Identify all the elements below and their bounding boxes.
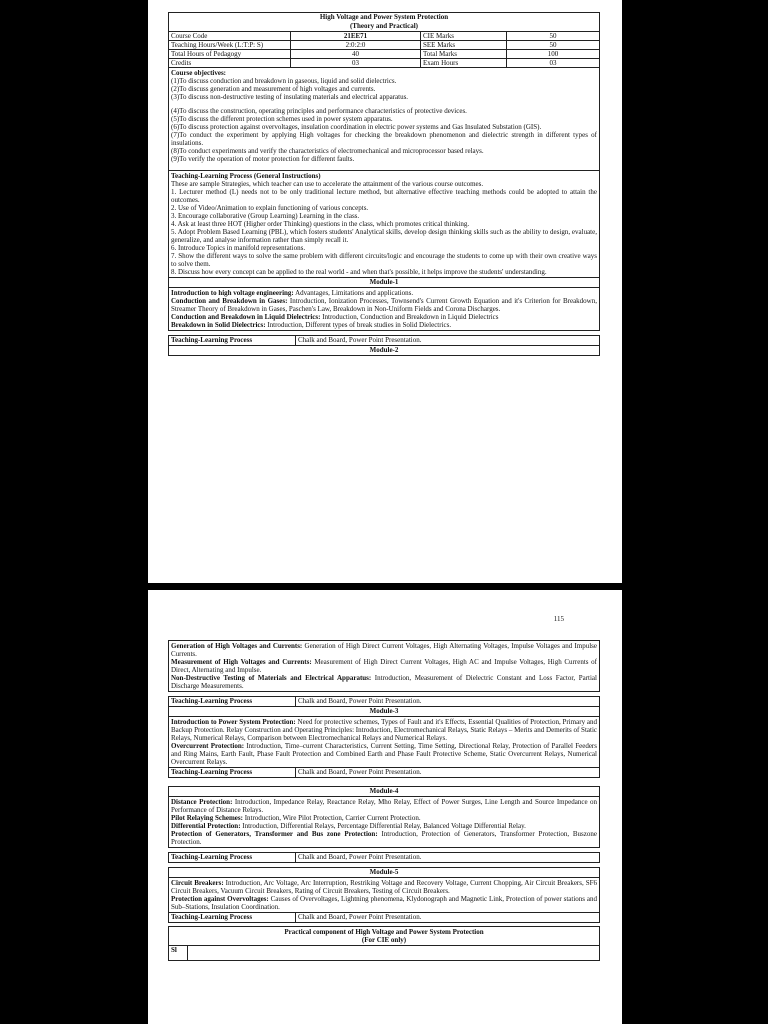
topic-paragraph: Conduction and Breakdown in Gases: Introduction, Ionization Processes, Townsend's Current Growth Equation and it's Criterion for Breakdown, Streamer Theory of Breakdown in Gases, Paschen's Law, Breakdown in Non-Uniform Fields and Corona Discharges. <box>171 297 597 313</box>
course-title: High Voltage and Power System Protection <box>319 13 449 21</box>
info-row: Course Code 21EE71 CIE Marks 50 <box>169 32 600 41</box>
topic-paragraph: Differential Protection: Introduction, Differential Relays, Percentage Differential Relay, Balanced Voltage Differential Relay. <box>171 822 526 830</box>
teaching-learning-process-row: Teaching-Learning Process Chalk and Board, Power Point Presentation. <box>168 768 600 778</box>
objective-item: (5)To discuss the different protection schemes used in power system apparatus. <box>171 115 393 123</box>
tlp-item: These are sample Strategies, which teacher can use to accelerate the attainment of the various course outcomes. <box>171 180 484 188</box>
info-row: Teaching Hours/Week (L:T:P: S) 2:0:2:0 SEE Marks 50 <box>169 41 600 50</box>
teaching-learning-process-row: Teaching-Learning Process Chalk and Board, Power Point Presentation. <box>168 913 600 923</box>
course-frame-continued <box>168 640 600 961</box>
tlp-item: 5. Adopt Problem Based Learning (PBL), which fosters students' Analytical skills, develop design thinking skills such as the ability to design, evaluate, generalize, and analyse information rather than simply recall it. <box>171 228 597 244</box>
topic-paragraph: Measurement of High Voltages and Currents: Measurement of High Direct Current Voltages, High AC and Impulse Voltages, High Currents of Direct, Alternating and Impulse. <box>171 658 597 674</box>
course-subtitle: (Theory and Practical) <box>349 22 419 30</box>
topic-paragraph: Conduction and Breakdown in Liquid Dielectrics: Introduction, Conduction and Breakdown in Liquid Dielectrics <box>171 313 499 321</box>
info-row: Total Hours of Pedagogy 40 Total Marks 100 <box>169 50 600 59</box>
topic-paragraph: Circuit Breakers: Introduction, Arc Voltage, Arc Interruption, Restriking Voltage and Recovery Voltage, Current Chopping, Air Circuit Breakers, SF6 Circuit Breakers, Vacuum Circuit Breakers, Rating of Circuit Breakers, Testing of Circuit Breakers. <box>171 879 597 895</box>
teaching-learning-process-row: Teaching-Learning Process Chalk and Board, Power Point Presentation. <box>168 696 600 707</box>
objective-item: (4)To discuss the construction, operating principles and performance characteristics of protective devices. <box>171 107 467 115</box>
objective-item: (9)To verify the operation of motor protection for different faults. <box>171 155 355 163</box>
topic-paragraph: Breakdown in Solid Dielectrics: Introduction, Different types of break studies in Solid Dielectrics. <box>171 321 452 329</box>
objective-item: (1)To discuss conduction and breakdown in gaseous, liquid and solid dielectrics. <box>171 77 397 85</box>
topic-paragraph: Non-Destructive Testing of Materials and Electrical Apparatus: Introduction, Measurement of Dielectric Constant and Loss Factor, Partial Discharge Measurements. <box>171 674 597 690</box>
topic-paragraph: Protection against Overvoltages: Causes of Overvoltages, Lightning phenomena, Klydonograph and Magnetic Link, Protection of power stations and Sub–Stations, Insulation Coordination. <box>171 895 597 911</box>
document-page-1 <box>148 0 622 583</box>
tlp-item: 1. Lecturer method (L) needs not to be only traditional lecture method, but alternative effective teaching methods could be adopted to attain the outcomes. <box>171 188 597 204</box>
tlp-heading: Teaching-Learning Process (General Instructions) <box>171 172 321 180</box>
tlp-item: 4. Ask at least three HOT (Higher order Thinking) questions in the class, which promotes critical thinking. <box>171 220 470 228</box>
objective-item: (8)To conduct experiments and verify the characteristics of electromechanical and microprocessor based relays. <box>171 147 484 155</box>
topic-paragraph: Introduction to Power System Protection: Need for protective schemes, Types of Fault and it's Effects, Essential Qualities of Protection, Primary and Backup Protection. Relay Construction and Operating Principles: Introduction, Electromechanical Relays, Static Relays – Merits and Demerits of Static Relays, Numerical Relays, Comparison between Electromechanical Relays and Numerical Relays. <box>171 718 597 742</box>
teaching-learning-process-row: Teaching-Learning Process Chalk and Board, Power Point Presentation. <box>168 335 600 346</box>
teaching-learning-instructions <box>168 171 600 278</box>
sl-column-header: Sl <box>169 946 188 960</box>
module-2-label: Module-2 <box>168 346 600 356</box>
teaching-learning-process-row: Teaching-Learning Process Chalk and Board, Power Point Presentation. <box>168 852 600 863</box>
module-4-label: Module-4 <box>168 786 600 797</box>
tlp-item: 8. Discuss how every concept can be applied to the real world - and when that's possible, it helps improve the students' understanding. <box>171 268 547 276</box>
topic-paragraph: Generation of High Voltages and Currents: Generation of High Direct Current Voltages, High Alternating Voltages, Impulse Voltages and Impulse Currents. <box>171 642 597 658</box>
tlp-item: 7. Show the different ways to solve the same problem with different circuits/logic and encourage the students to come up with their own creative ways to solve them. <box>171 252 597 268</box>
objective-item: (7)To conduct the experiment by applying High voltages for checking the breakdown phenomenon and dielectric strength in different types of insulations. <box>171 131 597 147</box>
module-2-content <box>168 641 600 692</box>
objective-item: (3)To discuss non-destructive testing of insulating materials and electrical apparatus. <box>171 93 409 101</box>
practical-table-header <box>168 946 600 961</box>
topic-paragraph: Overcurrent Protection: Introduction, Time–current Characteristics, Current Setting, Time Setting, Directional Relay, Protection of Parallel Feeders and Ring Mains, Earth Fault, Phase Fault Protection and Combined Earth and Phase Fault Protective Scheme, Static Overcurrent Relays, Numerical Overcurrent Relays. <box>171 742 597 766</box>
practical-title: Practical component of High Voltage and Power System Protection <box>284 928 484 936</box>
module-5-content <box>168 878 600 913</box>
tlp-item: 2. Use of Video/Animation to explain functioning of various concepts. <box>171 204 369 212</box>
module-3-content <box>168 717 600 768</box>
course-objectives <box>168 68 600 171</box>
objective-item: (2)To discuss generation and measurement of high voltages and currents. <box>171 85 376 93</box>
topic-paragraph: Distance Protection: Introduction, Impedance Relay, Reactance Relay, Mho Relay, Effect of Power Surges, Line Length and Source Impedance on Performance of Distance Relays. <box>171 798 597 814</box>
objectives-heading: Course objectives: <box>171 69 227 77</box>
module-1-content <box>168 288 600 331</box>
tlp-item: 6. Introduce Topics in manifold representations. <box>171 244 306 252</box>
course-frame <box>168 12 600 356</box>
objective-item: (6)To discuss protection against overvoltages, insulation coordination in electric power systems and Gas Insulated Substation (GIS). <box>171 123 542 131</box>
topic-paragraph: Pilot Relaying Schemes: Introduction, Wire Pilot Protection, Carrier Current Protection. <box>171 814 421 822</box>
practical-component-header <box>168 926 600 946</box>
course-title-cell <box>169 13 600 32</box>
course-info-table <box>168 12 600 68</box>
topic-paragraph: Protection of Generators, Transformer and Bus zone Protection: Introduction, Protection of Generators, Transformer Protection, Buszone Protection. <box>171 830 597 846</box>
module-5-label: Module-5 <box>168 867 600 878</box>
topic-paragraph: Introduction to high voltage engineering: Advantages, Limitations and applications. <box>171 289 414 297</box>
document-page-2 <box>148 590 622 1024</box>
info-row: Credits 03 Exam Hours 03 <box>169 59 600 68</box>
practical-subtitle: (For CIE only) <box>361 936 407 944</box>
page-number: 115 <box>553 615 564 623</box>
tlp-item: 3. Encourage collaborative (Group Learning) Learning in the class. <box>171 212 360 220</box>
module-4-content <box>168 797 600 848</box>
module-3-label: Module-3 <box>168 707 600 717</box>
module-1-label: Module-1 <box>168 278 600 288</box>
